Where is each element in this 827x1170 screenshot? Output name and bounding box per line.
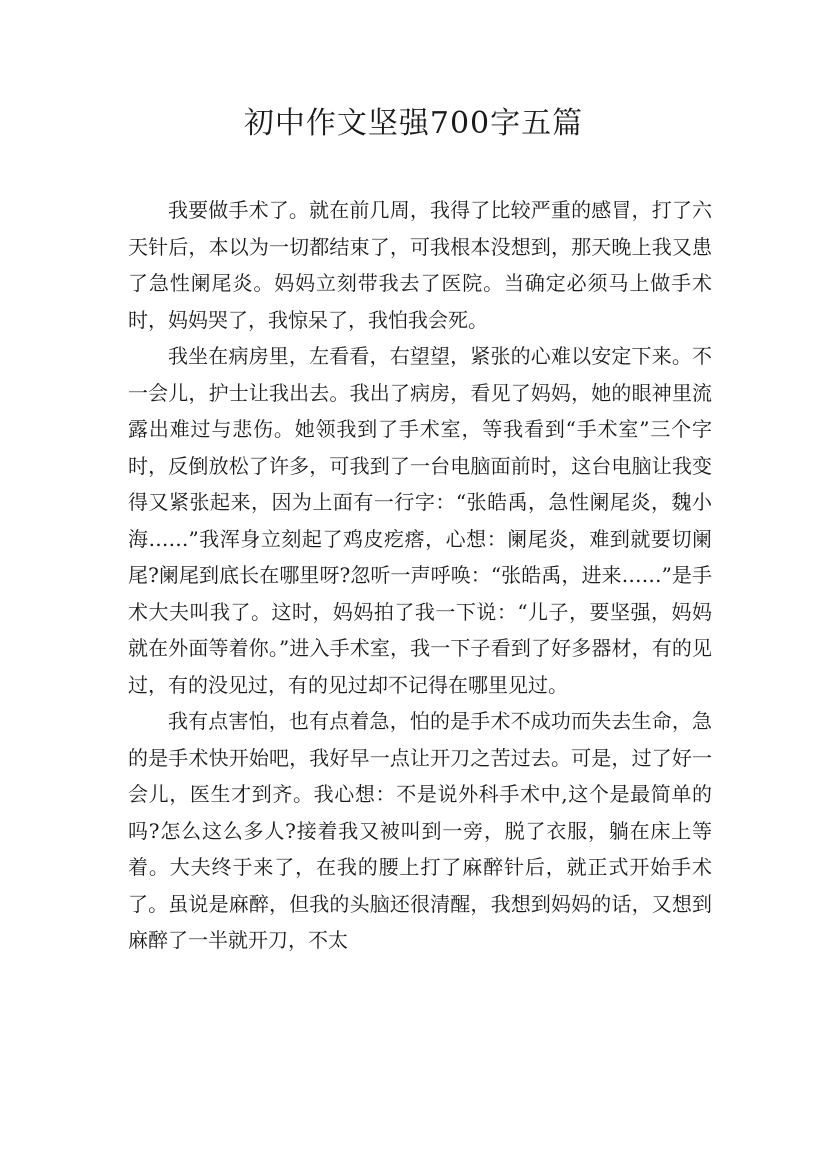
paragraph-2: 我坐在病房里，左看看，右望望，紧张的心难以安定下来。不一会儿，护士让我出去。我出了病房，看见了妈妈，她的眼神里流露出难过与悲伤。她领我到了手术室，等我看到“手术室”三个字时，反倒放松了许多，可我到了一台电脑面前时，这台电脑让我变得又紧张起来，因为上面有一行字：“张皓禹，急性阑尾炎，魏小海……”我浑身立刻起了鸡皮疙瘩，心想：阑尾炎，难到就要切阑尾?阑尾到底长在哪里呀?忽听一声呼唤：“张皓禹，进来……”是手术大夫叫我了。这时，妈妈拍了我一下说：“儿子，要坚强，妈妈就在外面等着你。”进入手术室，我一下子看到了好多器材，有的见过，有的没见过，有的见过却不记得在哪里见过。 — [128, 344, 712, 697]
paragraph-3: 我有点害怕，也有点着急，怕的是手术不成功而失去生命，急的是手术快开始吧，我好早一点让开刀之苦过去。可是，过了好一会儿，医生才到齐。我心想：不是说外科手术中,这个是最简单的吗?怎么这么多人?接着我又被叫到一旁，脱了衣服，躺在床上等着。大夫终于来了，在我的腰上打了麻醉针后，就正式开始手术了。虽说是麻醉，但我的头脑还很清醒，我想到妈妈的话，又想到麻醉了一半就开刀，不太 — [128, 709, 712, 952]
document-title: 初中作文坚强700字五篇 — [243, 106, 584, 141]
document-body — [128, 192, 712, 959]
paragraph-1: 我要做手术了。就在前几周，我得了比较严重的感冒，打了六天针后，本以为一切都结束了，可我根本没想到，那天晚上我又患了急性阑尾炎。妈妈立刻带我去了医院。当确定必须马上做手术时，妈妈哭了，我惊呆了，我怕我会死。 — [128, 198, 712, 332]
